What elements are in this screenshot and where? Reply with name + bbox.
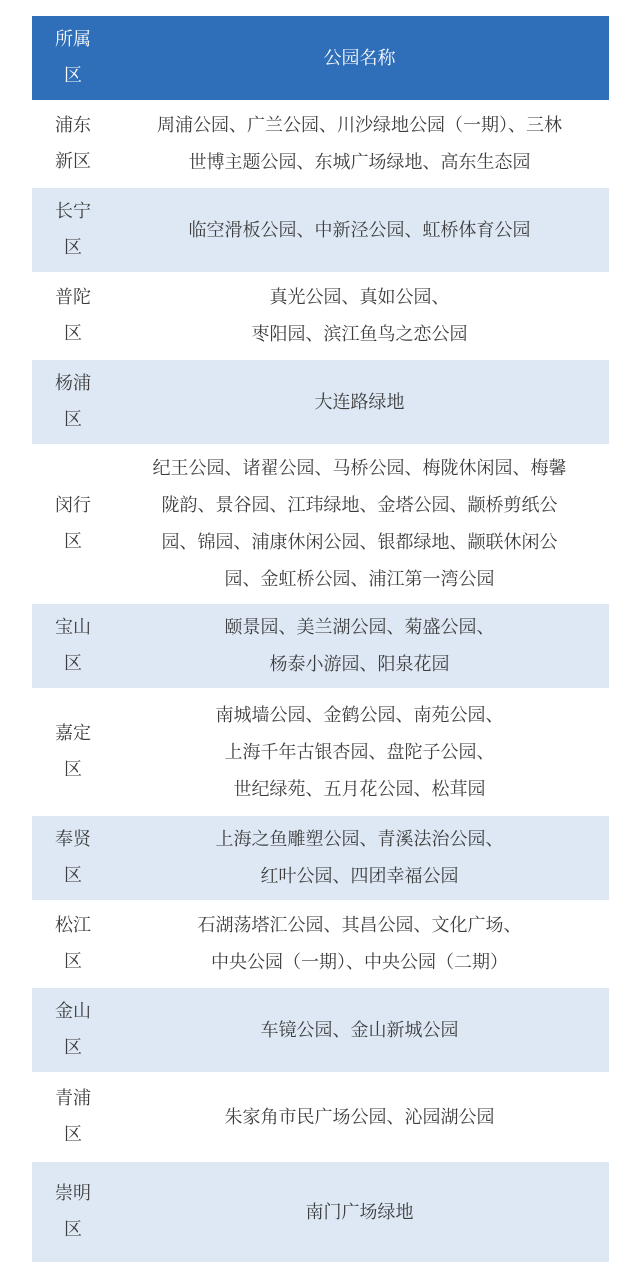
parks-line: 陇韵、景谷园、江玮绿地、金塔公园、颛桥剪纸公 bbox=[161, 495, 558, 516]
district-label: 金山区 bbox=[55, 1001, 91, 1058]
parks-line: 上海千年古银杏园、盘陀子公园、 bbox=[224, 741, 495, 763]
parks-list bbox=[261, 1012, 459, 1049]
district-label: 浦东新区 bbox=[55, 115, 91, 172]
parks-list bbox=[252, 279, 468, 353]
table-row bbox=[32, 188, 609, 272]
parks-line: 石湖荡塔汇公园、其昌公园、文化广场、 bbox=[197, 915, 522, 936]
parks-line: 大连路绿地 bbox=[314, 391, 405, 413]
parks-cell bbox=[114, 272, 609, 360]
parks-list bbox=[225, 1099, 495, 1136]
parks-cell bbox=[114, 1072, 609, 1162]
parks-line: 园、锦园、浦康休闲公园、银都绿地、颛联休闲公 bbox=[161, 532, 558, 553]
parks-line: 世纪绿苑、五月花公园、松茸园 bbox=[233, 778, 486, 800]
table-row bbox=[32, 900, 609, 988]
parks-list bbox=[157, 107, 562, 181]
district-label: 普陀区 bbox=[55, 287, 91, 344]
table-row bbox=[32, 100, 609, 188]
table-row bbox=[32, 988, 609, 1072]
district-cell bbox=[32, 188, 114, 272]
table-row bbox=[32, 688, 609, 816]
table-row bbox=[32, 272, 609, 360]
parks-cell bbox=[114, 1162, 609, 1262]
parks-cell bbox=[114, 188, 609, 272]
parks-list bbox=[306, 1194, 414, 1231]
parks-list bbox=[216, 821, 504, 895]
table-header bbox=[32, 16, 609, 100]
table-row bbox=[32, 1072, 609, 1162]
parks-line: 纪王公园、诸翟公园、马桥公园、梅陇休闲园、梅馨 bbox=[152, 458, 567, 479]
parks-line: 中央公园（一期）、中央公园（二期） bbox=[211, 952, 508, 973]
parks-line: 临空滑板公园、中新泾公园、虹桥体育公园 bbox=[188, 219, 531, 241]
parks-line: 枣阳园、滨江鱼鸟之恋公园 bbox=[251, 324, 468, 345]
parks-table bbox=[32, 16, 609, 1262]
parks-cell bbox=[114, 988, 609, 1072]
district-cell bbox=[32, 1072, 114, 1162]
parks-line: 南门广场绿地 bbox=[305, 1201, 414, 1223]
parks-line: 世博主题公园、东城广场绿地、高东生态园 bbox=[188, 152, 531, 173]
parks-line: 杨泰小游园、阳泉花园 bbox=[269, 654, 450, 675]
district-label: 长宁区 bbox=[55, 201, 91, 258]
table-row bbox=[32, 1162, 609, 1262]
district-label: 宝山区 bbox=[55, 617, 91, 674]
parks-list bbox=[153, 450, 567, 598]
header-district-cell bbox=[32, 16, 114, 100]
parks-line: 上海之鱼雕塑公园、青溪法治公园、 bbox=[215, 829, 504, 850]
district-cell bbox=[32, 100, 114, 188]
parks-list bbox=[315, 384, 405, 421]
district-cell bbox=[32, 900, 114, 988]
district-cell bbox=[32, 988, 114, 1072]
parks-line: 朱家角市民广场公园、沁园湖公园 bbox=[224, 1106, 495, 1128]
parks-cell bbox=[114, 688, 609, 816]
parks-line: 南城墙公园、金鹤公园、南苑公园、 bbox=[215, 704, 504, 726]
header-parks-label: 公园名称 bbox=[323, 47, 396, 69]
parks-cell bbox=[114, 604, 609, 688]
parks-cell bbox=[114, 100, 609, 188]
parks-list bbox=[216, 697, 504, 808]
header-parks-cell bbox=[114, 16, 609, 100]
parks-list bbox=[225, 609, 495, 683]
parks-cell bbox=[114, 816, 609, 900]
parks-line: 红叶公园、四团幸福公园 bbox=[260, 866, 459, 887]
district-label: 嘉定区 bbox=[55, 723, 91, 780]
parks-line: 颐景园、美兰湖公园、菊盛公园、 bbox=[224, 617, 495, 638]
parks-cell bbox=[114, 360, 609, 444]
parks-line: 真光公园、真如公园、 bbox=[269, 287, 450, 308]
district-cell bbox=[32, 444, 114, 604]
table-row bbox=[32, 444, 609, 604]
district-label: 闵行区 bbox=[55, 495, 91, 552]
table-row bbox=[32, 816, 609, 900]
parks-cell bbox=[114, 444, 609, 604]
parks-cell bbox=[114, 900, 609, 988]
district-label: 杨浦区 bbox=[55, 373, 91, 430]
district-label: 松江区 bbox=[55, 915, 91, 972]
district-cell bbox=[32, 688, 114, 816]
district-cell bbox=[32, 604, 114, 688]
district-label: 奉贤区 bbox=[55, 829, 91, 886]
parks-line: 车镜公园、金山新城公园 bbox=[260, 1019, 459, 1041]
district-label: 青浦区 bbox=[55, 1088, 91, 1145]
table-body bbox=[32, 100, 609, 1262]
header-district-label: 所属区 bbox=[55, 29, 91, 86]
district-cell bbox=[32, 816, 114, 900]
parks-line: 园、金虹桥公园、浦江第一湾公园 bbox=[224, 569, 495, 590]
parks-list bbox=[198, 907, 522, 981]
parks-list bbox=[189, 212, 531, 249]
district-cell bbox=[32, 360, 114, 444]
table-row bbox=[32, 360, 609, 444]
district-cell bbox=[32, 1162, 114, 1262]
district-cell bbox=[32, 272, 114, 360]
table-row bbox=[32, 604, 609, 688]
parks-line: 周浦公园、广兰公园、川沙绿地公园（一期）、三林 bbox=[157, 115, 562, 136]
district-label: 崇明区 bbox=[55, 1183, 91, 1240]
